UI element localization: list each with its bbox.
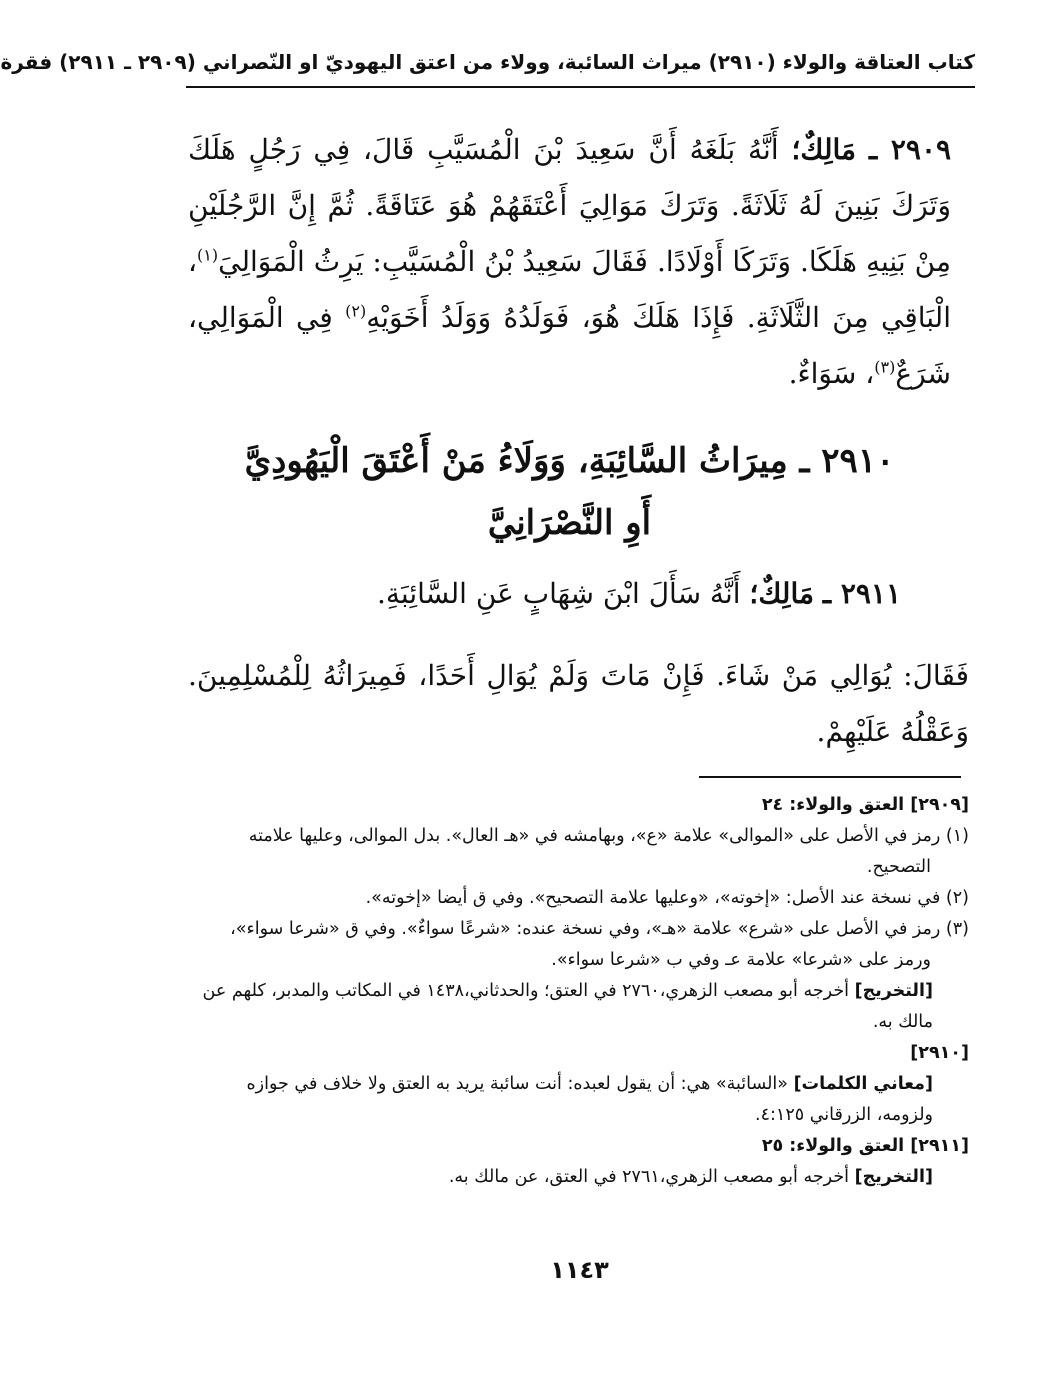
hadith-2911-answer: فَقَالَ: يُوَالِي مَنْ شَاءَ. فَإِنْ مَاتَ وَلَمْ يُوَالِ أَحَدًا، فَمِيرَاثُهُ لِلْمُسْلِمِينَ. وَعَقْلُهُ عَلَيْهِمْ.	[188, 659, 969, 748]
maani-kalimat-2910	[192, 1069, 969, 1131]
hadith-text: فِي الْمَوَالِي، شَرَعٌ	[188, 301, 951, 390]
hadith-text: أَنَّهُ سَأَلَ ابْنَ شِهَابٍ عَنِ السَّائِبَةِ.	[376, 577, 750, 610]
hadith-speaker: مَالِكٌ؛	[749, 577, 814, 610]
footnotes-separator	[699, 776, 961, 778]
note-ref-2910: [٢٩١٠]	[910, 1043, 969, 1063]
footnotes	[192, 790, 969, 1193]
hadith-speaker: مَالِكٌ؛	[791, 133, 857, 166]
footnote-marker-2[interactable]: (٢)	[345, 301, 367, 321]
hadith-2909	[188, 122, 951, 402]
hadith-text: أَنَّهُ بَلَغَهُ أَنَّ سَعِيدَ بْنَ الْمُسَيَّبِ قَالَ، فِي رَجُلٍ هَلَكَ وَتَرَكَ بَنِينَ لَهُ ثَلَاثَةً. وَتَرَكَ مَوَالِيَ أَعْتَقَهُمْ هُوَ عَتَاقَةً. ثُمَّ إِنَّ الرَّجُلَيْنِ مِنْ بَنِيهِ هَلَكَا. وَتَرَكَا أَوْلَادًا. فَقَالَ سَعِيدُ بْنُ الْمُسَيَّبِ: يَرِثُ الْمَوَالِيَ	[188, 133, 951, 278]
hadith-number: ٢٩٠٩ ـ	[868, 133, 952, 166]
footnote-marker-3[interactable]: (٣)	[874, 357, 896, 377]
footnote-3: (٣) رمز في الأصل على «شرع» علامة «هـ»، وفي نسخة عنده: «شرعًا سواءٌ». وفي ق «شرعا سواء»، ورمز على «شرعا» علامة عـ وفي ب «شرعا سواء».	[230, 919, 969, 970]
running-header: كتاب العتاقة والولاء (٢٩١٠) ميراث السائبة، وولاء من اعتق اليهوديّ او النّصراني (٢٩٠٩ ـ ٢٩١١) فقرة	[0, 50, 975, 74]
takhrij-2909	[192, 976, 969, 1038]
maani-text: «السائبة» هي: أن يقول لعبده: أنت سائبة يريد به العتق ولا خلاف في جوازه ولزومه، الزرقاني ٤:١٢٥.	[246, 1074, 933, 1125]
note-ref-2911: [٢٩١١] العتق والولاء: ٢٥	[761, 1136, 969, 1156]
hadith-number: ٢٩١١ ـ	[822, 577, 901, 610]
takhrij-text: أخرجه أبو مصعب الزهري،٢٧٦١ في العتق، عن مالك به.	[448, 1167, 855, 1187]
takhrij-text: أخرجه أبو مصعب الزهري،٢٧٦٠ في العتق؛ والحدثاني،١٤٣٨ في المكاتب والمدبر، كلهم عن مالك به.	[202, 981, 933, 1032]
takhrij-label: [التخريج]	[854, 981, 933, 1001]
footnote-2: (٢) في نسخة عند الأصل: «إخوته»، «وعليها علامة التصحيح». وفي ق أيضا «إخوته».	[365, 888, 969, 908]
note-ref-2909: [٢٩٠٩] العتق والولاء: ٢٤	[761, 795, 969, 815]
hadith-text: ، الْبَاقِي مِنَ الثَّلَاثَةِ. فَإِذَا هَلَكَ هُوَ، فَوَلَدُهُ وَوَلَدُ أَخَوَيْهِ	[188, 245, 951, 334]
header-rule	[186, 86, 975, 88]
maani-label: [معاني الكلمات]	[793, 1074, 933, 1094]
takhrij-label: [التخريج]	[854, 1167, 933, 1187]
footnote-marker-1[interactable]: (١)	[197, 245, 219, 265]
takhrij-2911	[192, 1162, 969, 1193]
footnote-1: (١) رمز في الأصل على «الموالى» علامة «ع»، وبهامشه في «هـ العال». بدل الموالى، وعليها علامته التصحيح.	[248, 826, 969, 877]
page-number: ١١٤٣	[550, 1256, 609, 1284]
hadith-2911	[188, 566, 901, 622]
section-heading-2910: ٢٩١٠ ـ مِيرَاثُ السَّائِبَةِ، وَوَلَاءُ مَنْ أَعْتَقَ الْيَهُودِيَّ أَوِ النَّصْرَانِيَّ	[244, 441, 895, 543]
hadith-text: ، سَوَاءٌ.	[788, 357, 875, 390]
